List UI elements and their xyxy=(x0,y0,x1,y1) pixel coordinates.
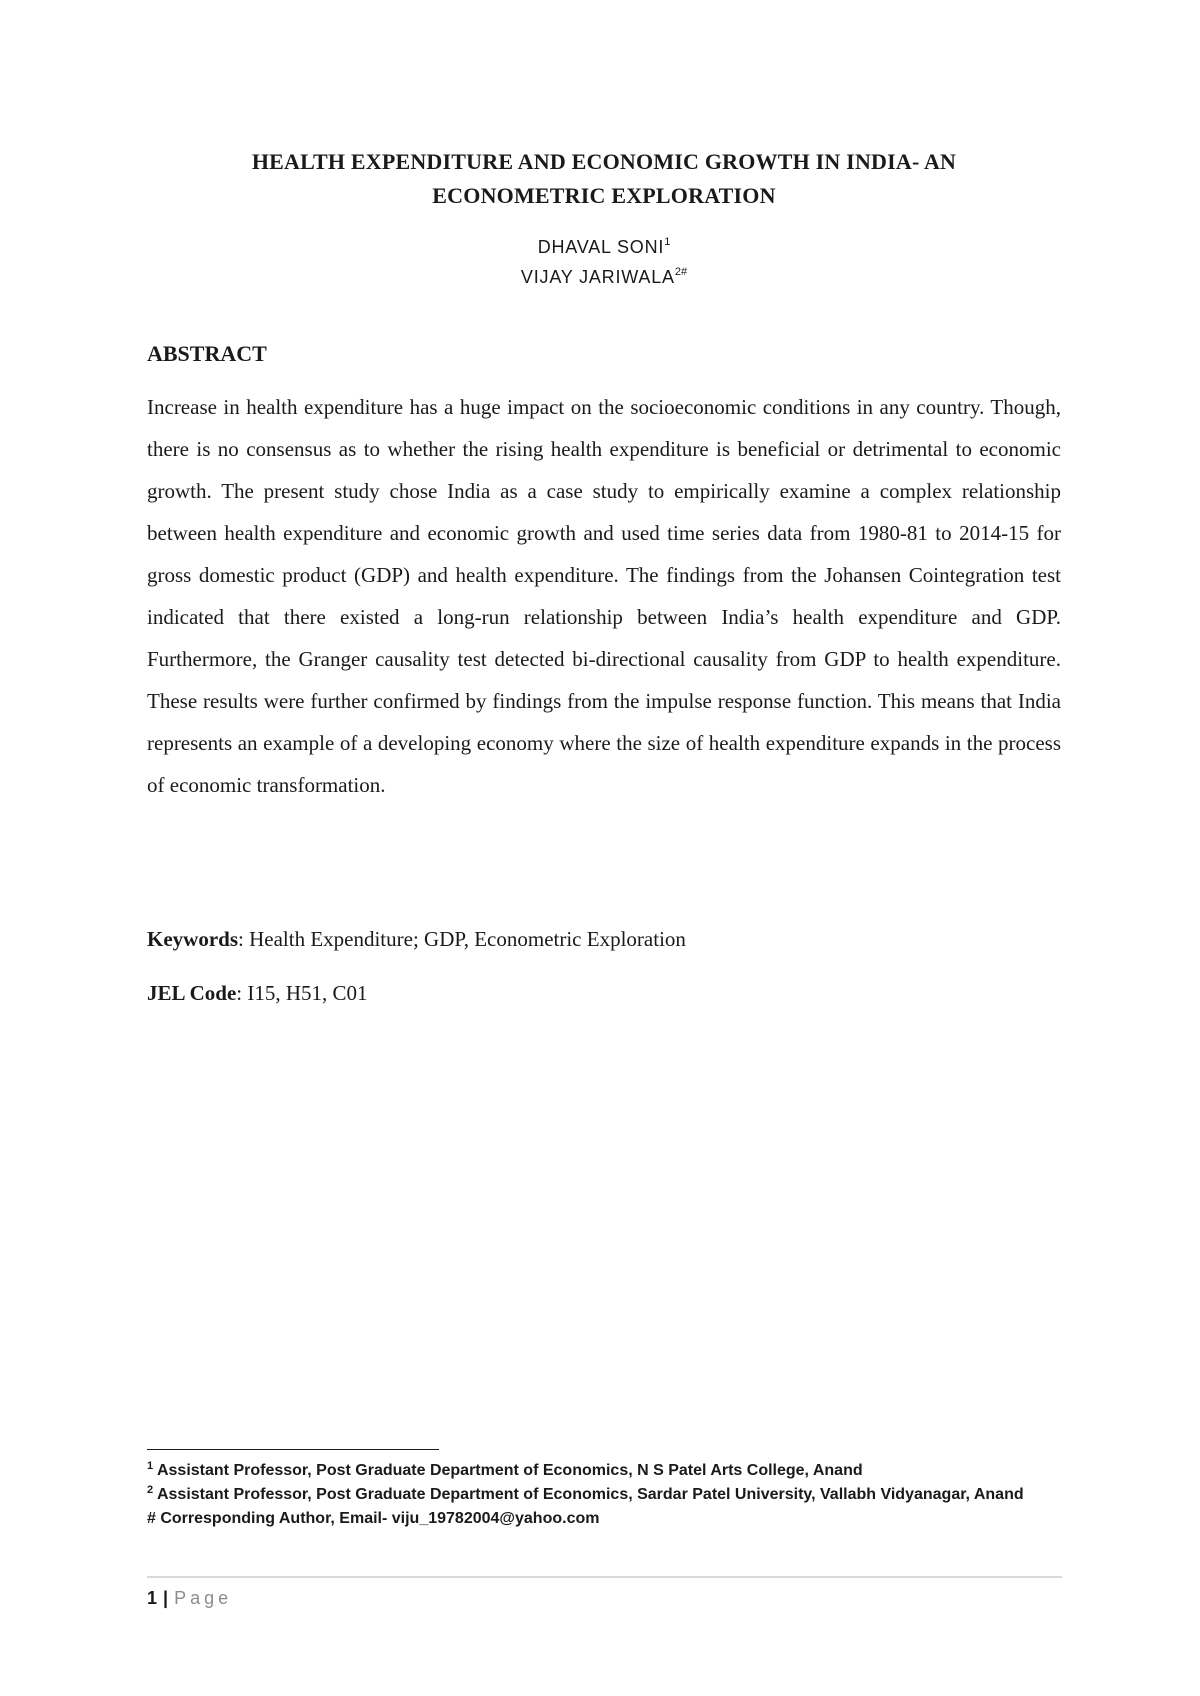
footer-divider xyxy=(147,1576,1062,1578)
page-number: 1 xyxy=(147,1588,158,1608)
footnote-text: Assistant Professor, Post Graduate Department of Economics, Sardar Patel University, Vallabh Vidyanagar, Anand xyxy=(153,1486,1024,1503)
paper-title xyxy=(147,145,1061,213)
footnotes xyxy=(147,1459,1062,1531)
jel-code-label: JEL Code xyxy=(147,981,237,1005)
abstract-body: Increase in health expenditure has a huge impact on the socioeconomic conditions in any country. Though, there is no consensus as to whether the rising health expenditure is beneficial or detrimental to economic growth. The present study chose India as a case study to empirically examine a complex relationship between health expenditure and economic growth and used time series data from 1980-81 to 2014-15 for gross domestic product (GDP) and health expenditure. The findings from the Johansen Cointegration test indicated that there existed a long-run relationship between India’s health expenditure and GDP. Furthermore, the Granger causality test detected bi-directional causality from GDP to health expenditure. These results were further confirmed by findings from the impulse response function. This means that India represents an example of a developing economy where the size of health expenditure expands in the process of economic transformation. xyxy=(147,395,1061,797)
footer-separator: | xyxy=(163,1588,169,1608)
footnote-2 xyxy=(147,1483,1062,1507)
author-list xyxy=(147,232,1061,292)
jel-code-value: I15, H51, C01 xyxy=(242,981,368,1005)
jel-code-colon: : xyxy=(236,981,243,1005)
jel-code-line xyxy=(147,978,368,1008)
author-1 xyxy=(147,232,1061,262)
page-footer xyxy=(147,1585,232,1611)
keywords-colon: : xyxy=(238,927,244,951)
author-affiliation-mark: 1 xyxy=(664,236,671,248)
footnote-text: # Corresponding Author, Email- viju_19782004@yahoo.com xyxy=(147,1510,600,1527)
footnote-mark: 2 xyxy=(147,1484,154,1496)
author-name: DHAVAL SONI xyxy=(537,237,665,257)
page-label: Page xyxy=(174,1588,233,1608)
footnote-1 xyxy=(147,1459,1062,1483)
keywords-line xyxy=(147,924,686,954)
abstract-heading: ABSTRACT xyxy=(147,341,267,366)
footnote-separator xyxy=(147,1449,439,1450)
author-name: VIJAY JARIWALA xyxy=(520,267,675,287)
author-affiliation-mark: 2# xyxy=(674,266,688,278)
footnote-corresponding xyxy=(147,1507,1062,1531)
title-line-1: HEALTH EXPENDITURE AND ECONOMIC GROWTH IN INDIA- AN xyxy=(251,149,957,174)
footnote-text: Assistant Professor, Post Graduate Department of Economics, N S Patel Arts College, Anand xyxy=(153,1462,863,1479)
keywords-value: Health Expenditure; GDP, Econometric Exploration xyxy=(243,927,686,951)
title-line-2: ECONOMETRIC EXPLORATION xyxy=(432,183,776,208)
footnote-mark: 1 xyxy=(147,1460,154,1472)
keywords-label: Keywords xyxy=(147,927,238,951)
author-2 xyxy=(147,262,1061,292)
